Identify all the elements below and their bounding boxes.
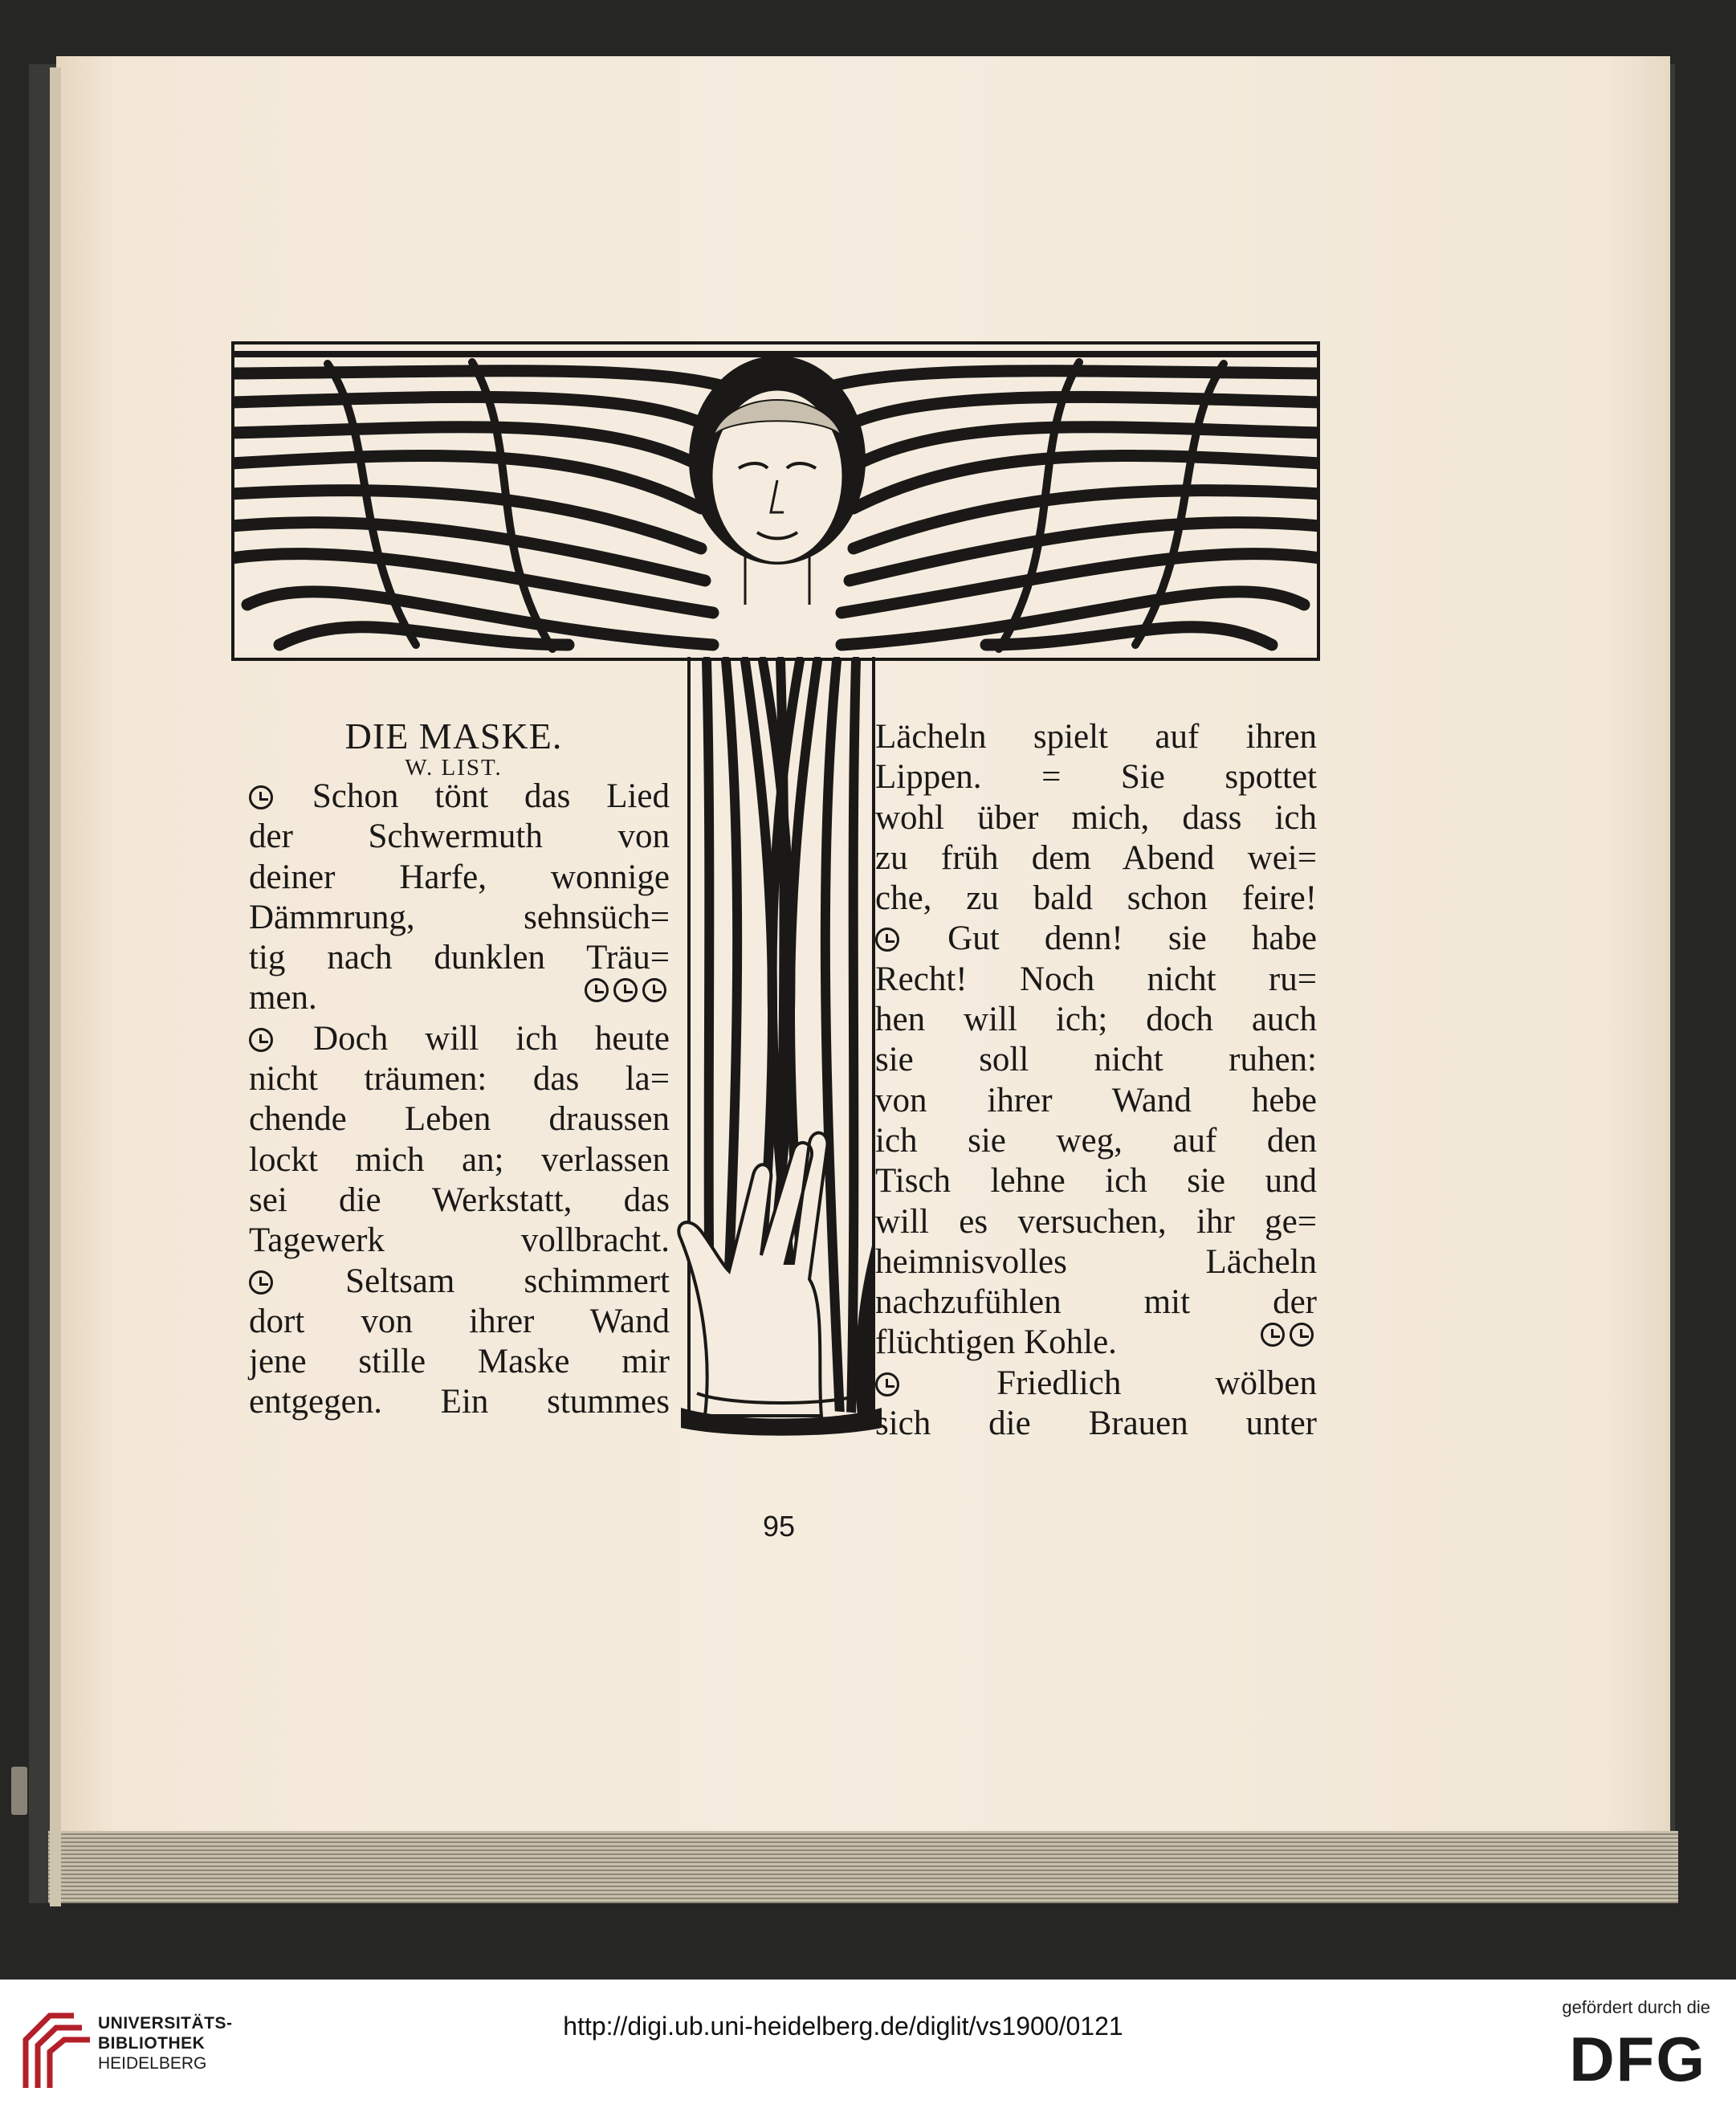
text-line-content: Tisch lehne ich sie und: [875, 1162, 1317, 1201]
text-line-content: che, zu bald schon feire!: [875, 879, 1317, 918]
paragraph-mark-icon: [585, 978, 609, 1002]
text-line: [249, 978, 670, 1018]
paragraph-mark-icon: [875, 928, 899, 952]
text-line-content: Seltsam schimmert: [345, 1262, 670, 1300]
text-line: [249, 1019, 670, 1059]
text-line: [249, 1382, 670, 1422]
dfg-logo-text: DFG: [1569, 2028, 1706, 2092]
text-line-content: flüchtigen Kohle.: [875, 1323, 1117, 1362]
text-column-right: [875, 717, 1317, 1444]
dfg-logo-icon[interactable]: [1542, 2028, 1710, 2092]
text-line: [875, 717, 1317, 757]
text-line: [875, 1364, 1317, 1404]
dfg-logo-graphic: [1542, 2028, 1710, 2092]
paragraph-end-ornament: [585, 978, 670, 1002]
text-line: [875, 1404, 1317, 1444]
text-line-content: sei die Werkstatt, das: [249, 1180, 670, 1219]
text-line-content: lockt mich an; verlassen: [249, 1140, 670, 1179]
binding-strip: [50, 67, 61, 1906]
text-line: [249, 1221, 670, 1261]
library-name[interactable]: [98, 2013, 233, 2073]
text-line-content: Friedlich wölben: [996, 1364, 1317, 1402]
text-line-content: Recht! Noch nicht ru=: [875, 960, 1317, 998]
funding-label: gefördert durch die: [1562, 1997, 1710, 2017]
text-line: [249, 1180, 670, 1221]
permalink-url[interactable]: http://digi.ub.uni-heidelberg.de/diglit/vs1900/0121: [563, 2012, 1123, 2041]
text-line-content: ich sie weg, auf den: [875, 1121, 1317, 1160]
text-line: [875, 879, 1317, 919]
text-line-content: tig nach dunklen Träu=: [249, 939, 670, 977]
page-marker: [11, 1767, 27, 1815]
text-line-content: men.: [249, 979, 317, 1017]
text-line-content: von ihrer Wand hebe: [875, 1081, 1317, 1119]
text-line-content: sie soll nicht ruhen:: [875, 1041, 1317, 1079]
text-line: [249, 1262, 670, 1302]
text-line: [875, 1121, 1317, 1161]
paragraph-mark-icon: [249, 1270, 273, 1295]
text-line-content: deiner Harfe, wonnige: [249, 858, 670, 896]
paragraph-end-ornament: [1261, 1323, 1317, 1347]
paragraph-mark-icon: [613, 978, 638, 1002]
paragraph-mark-icon: [1290, 1323, 1314, 1347]
text-line: [875, 1161, 1317, 1201]
text-line: [875, 1040, 1317, 1080]
page-number: 95: [762, 1510, 796, 1543]
library-name-line1: UNIVERSITÄTS-: [98, 2014, 233, 2033]
text-line-content: der Schwermuth von: [249, 818, 670, 856]
paragraph-mark-icon: [1261, 1323, 1285, 1347]
text-line: [249, 1059, 670, 1099]
text-line-content: wohl über mich, dass ich: [875, 798, 1317, 837]
text-line: [249, 898, 670, 938]
paragraph-mark-icon: [642, 978, 666, 1002]
text-line-content: dort von ihrer Wand: [249, 1302, 670, 1340]
text-line: [249, 1342, 670, 1382]
text-line: [249, 858, 670, 898]
text-line-content: Gut denn! sie habe: [947, 919, 1318, 958]
footer-bar: [0, 1980, 1736, 2108]
text-line: [249, 1140, 670, 1180]
text-line: [875, 1081, 1317, 1121]
text-line-content: sich die Brauen unter: [875, 1405, 1317, 1443]
article-author: W. LIST.: [405, 755, 503, 781]
text-line: [249, 817, 670, 857]
library-name-line2: BIBLIOTHEK: [98, 2034, 206, 2053]
text-line: [875, 1282, 1317, 1323]
text-line: [875, 798, 1317, 838]
text-line-content: heimnisvolles Lächeln: [875, 1242, 1317, 1281]
text-line: [875, 1202, 1317, 1242]
text-line: [249, 1099, 670, 1140]
text-line-content: Lächeln spielt auf ihren: [875, 718, 1317, 756]
page-stack: [48, 1831, 1678, 1903]
text-line-content: Lippen. = Sie spottet: [875, 758, 1317, 797]
ub-heidelberg-logo-icon[interactable]: [18, 2004, 98, 2092]
text-line-content: Tagewerk vollbracht.: [249, 1221, 670, 1260]
text-line-content: will es versuchen, ihr ge=: [875, 1202, 1317, 1241]
text-line: [875, 1323, 1317, 1363]
text-line-content: jene stille Maske mir: [249, 1343, 670, 1381]
text-line: [249, 1302, 670, 1342]
text-line-content: zu früh dem Abend wei=: [875, 838, 1317, 877]
text-line: [875, 1242, 1317, 1282]
library-name-line3: HEIDELBERG: [98, 2054, 207, 2073]
text-line: [875, 960, 1317, 1000]
text-line: [875, 919, 1317, 959]
text-line: [249, 777, 670, 817]
ub-heidelberg-logo-graphic: [18, 2004, 98, 2092]
text-line: [875, 838, 1317, 879]
text-line-content: hen will ich; doch auch: [875, 1001, 1317, 1039]
paragraph-mark-icon: [249, 1028, 273, 1052]
text-line-content: Doch will ich heute: [313, 1019, 670, 1058]
text-line-content: nachzufühlen mit der: [875, 1283, 1317, 1322]
text-line-content: Schon tönt das Lied: [312, 777, 670, 815]
text-line-content: chende Leben draussen: [249, 1100, 670, 1139]
text-line-content: nicht träumen: das la=: [249, 1060, 670, 1099]
text-line: [875, 1000, 1317, 1040]
text-line: [875, 757, 1317, 797]
article-title: DIE MASKE.: [344, 716, 563, 756]
text-line: [249, 938, 670, 978]
paragraph-mark-icon: [875, 1372, 899, 1396]
text-line-content: entgegen. Ein stummes: [249, 1383, 670, 1421]
text-column-left: [249, 777, 670, 1423]
text-line-content: Dämmrung, sehnsüch=: [249, 898, 670, 936]
paragraph-mark-icon: [249, 785, 273, 809]
